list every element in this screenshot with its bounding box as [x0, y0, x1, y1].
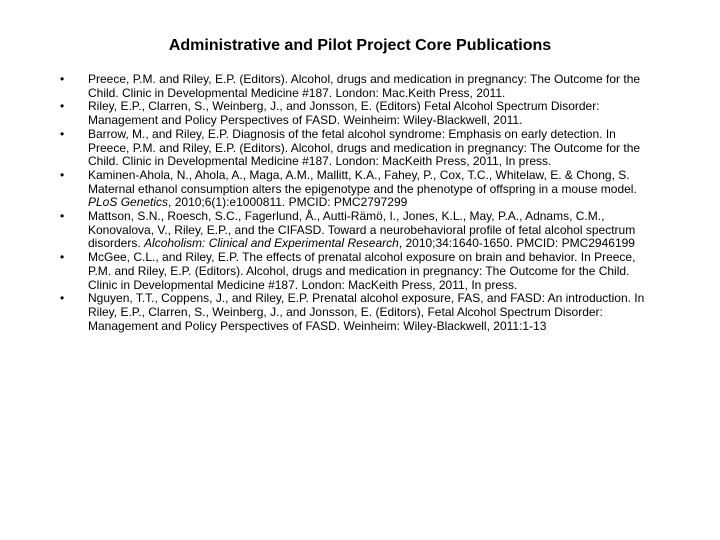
reference-item — [60, 73, 660, 100]
reference-item — [60, 251, 660, 292]
reference-text: Barrow, M., and Riley, E.P. Diagnosis of the fetal alcohol syndrome: Emphasis on early detection. In Preece, P.M. and Riley, E.P. (Editors). Alcohol, drugs and medication in pregnancy: The Outcome for the Child. Clinic in Developmental Medicine #187. London: MacKeith Press, 2011, In press. — [88, 126, 641, 169]
reference-item — [60, 100, 660, 127]
bullet-icon: • — [60, 291, 65, 306]
reference-text: Nguyen, T.T., Coppens, J., and Riley, E.P. Prenatal alcohol exposure, FAS, and FASD: An introduction. In Riley, E.P., Clarren, S., Weinberg, J., and Jonsson, E. (Editors), Fetal Alcohol Spectrum Disorder: Management and Policy Perspectives of FASD. Weinheim: Wiley-Blackwell, 2011:1-13 — [88, 291, 645, 333]
reference-text: Riley, E.P., Clarren, S., Weinberg, J., and Jonsson, E. (Editors) Fetal Alcohol Spectrum Disorder: Management and Policy Perspectives of FASD. Weinheim: Wiley-Blackwell, 2011. — [88, 99, 600, 128]
reference-text: Mattson, S.N., Roesch, S.C., Fagerlund, Å., Autti-Rämö, I., Jones, K.L., May, P.A., Adnams, C.M., Konovalova, V., Riley, E.P., and the CIFASD. Toward a neurobehavioral profile of fetal alcohol spectrum disorders. Alcoholism: Clinical and Experimental Research, 2010;34:1640-1650. PMCID: PMC2946199 — [88, 209, 636, 251]
reference-text: McGee, C.L., and Riley, E.P. The effects of prenatal alcohol exposure on brain and behavior. In Preece, P.M. and Riley, E.P. (Editors). Alcohol, drugs and medication in pregnancy: The Outcome for the Child. Clinic in Developmental Medicine #187. London: MacKeith Press, 2011, In press. — [88, 250, 636, 292]
journal-title: PLoS Genetics — [88, 195, 169, 210]
slide-title: Administrative and Pilot Project Core Publications — [168, 37, 552, 54]
journal-title: Alcoholism: Clinical and Experimental Research — [144, 236, 399, 251]
bullet-icon: • — [60, 167, 65, 182]
reference-list — [60, 73, 660, 333]
bullet-icon: • — [60, 126, 65, 141]
reference-item — [60, 292, 660, 333]
reference-item — [60, 210, 660, 251]
reference-text: Kaminen-Ahola, N., Ahola, A., Maga, A.M., Mallitt, K.A., Fahey, P., Cox, T.C., Whitelaw, E. & Chong, S. Maternal ethanol consumption alters the epigenotype and the phenotype of offspring in a mouse model. PLoS Genetics, 2010;6(1):e1000811. PMCID: PMC2797299 — [88, 167, 637, 210]
bullet-icon: • — [60, 72, 65, 86]
bullet-icon: • — [60, 209, 65, 224]
bullet-icon: • — [60, 99, 65, 114]
reference-item — [60, 128, 660, 169]
bullet-icon: • — [60, 250, 65, 265]
reference-item — [60, 169, 660, 210]
reference-text: Preece, P.M. and Riley, E.P. (Editors). Alcohol, drugs and medication in pregnancy: The Outcome for the Child. Clinic in Developmental Medicine #187. London: Mac.Keith Press, 2011. — [88, 72, 641, 100]
